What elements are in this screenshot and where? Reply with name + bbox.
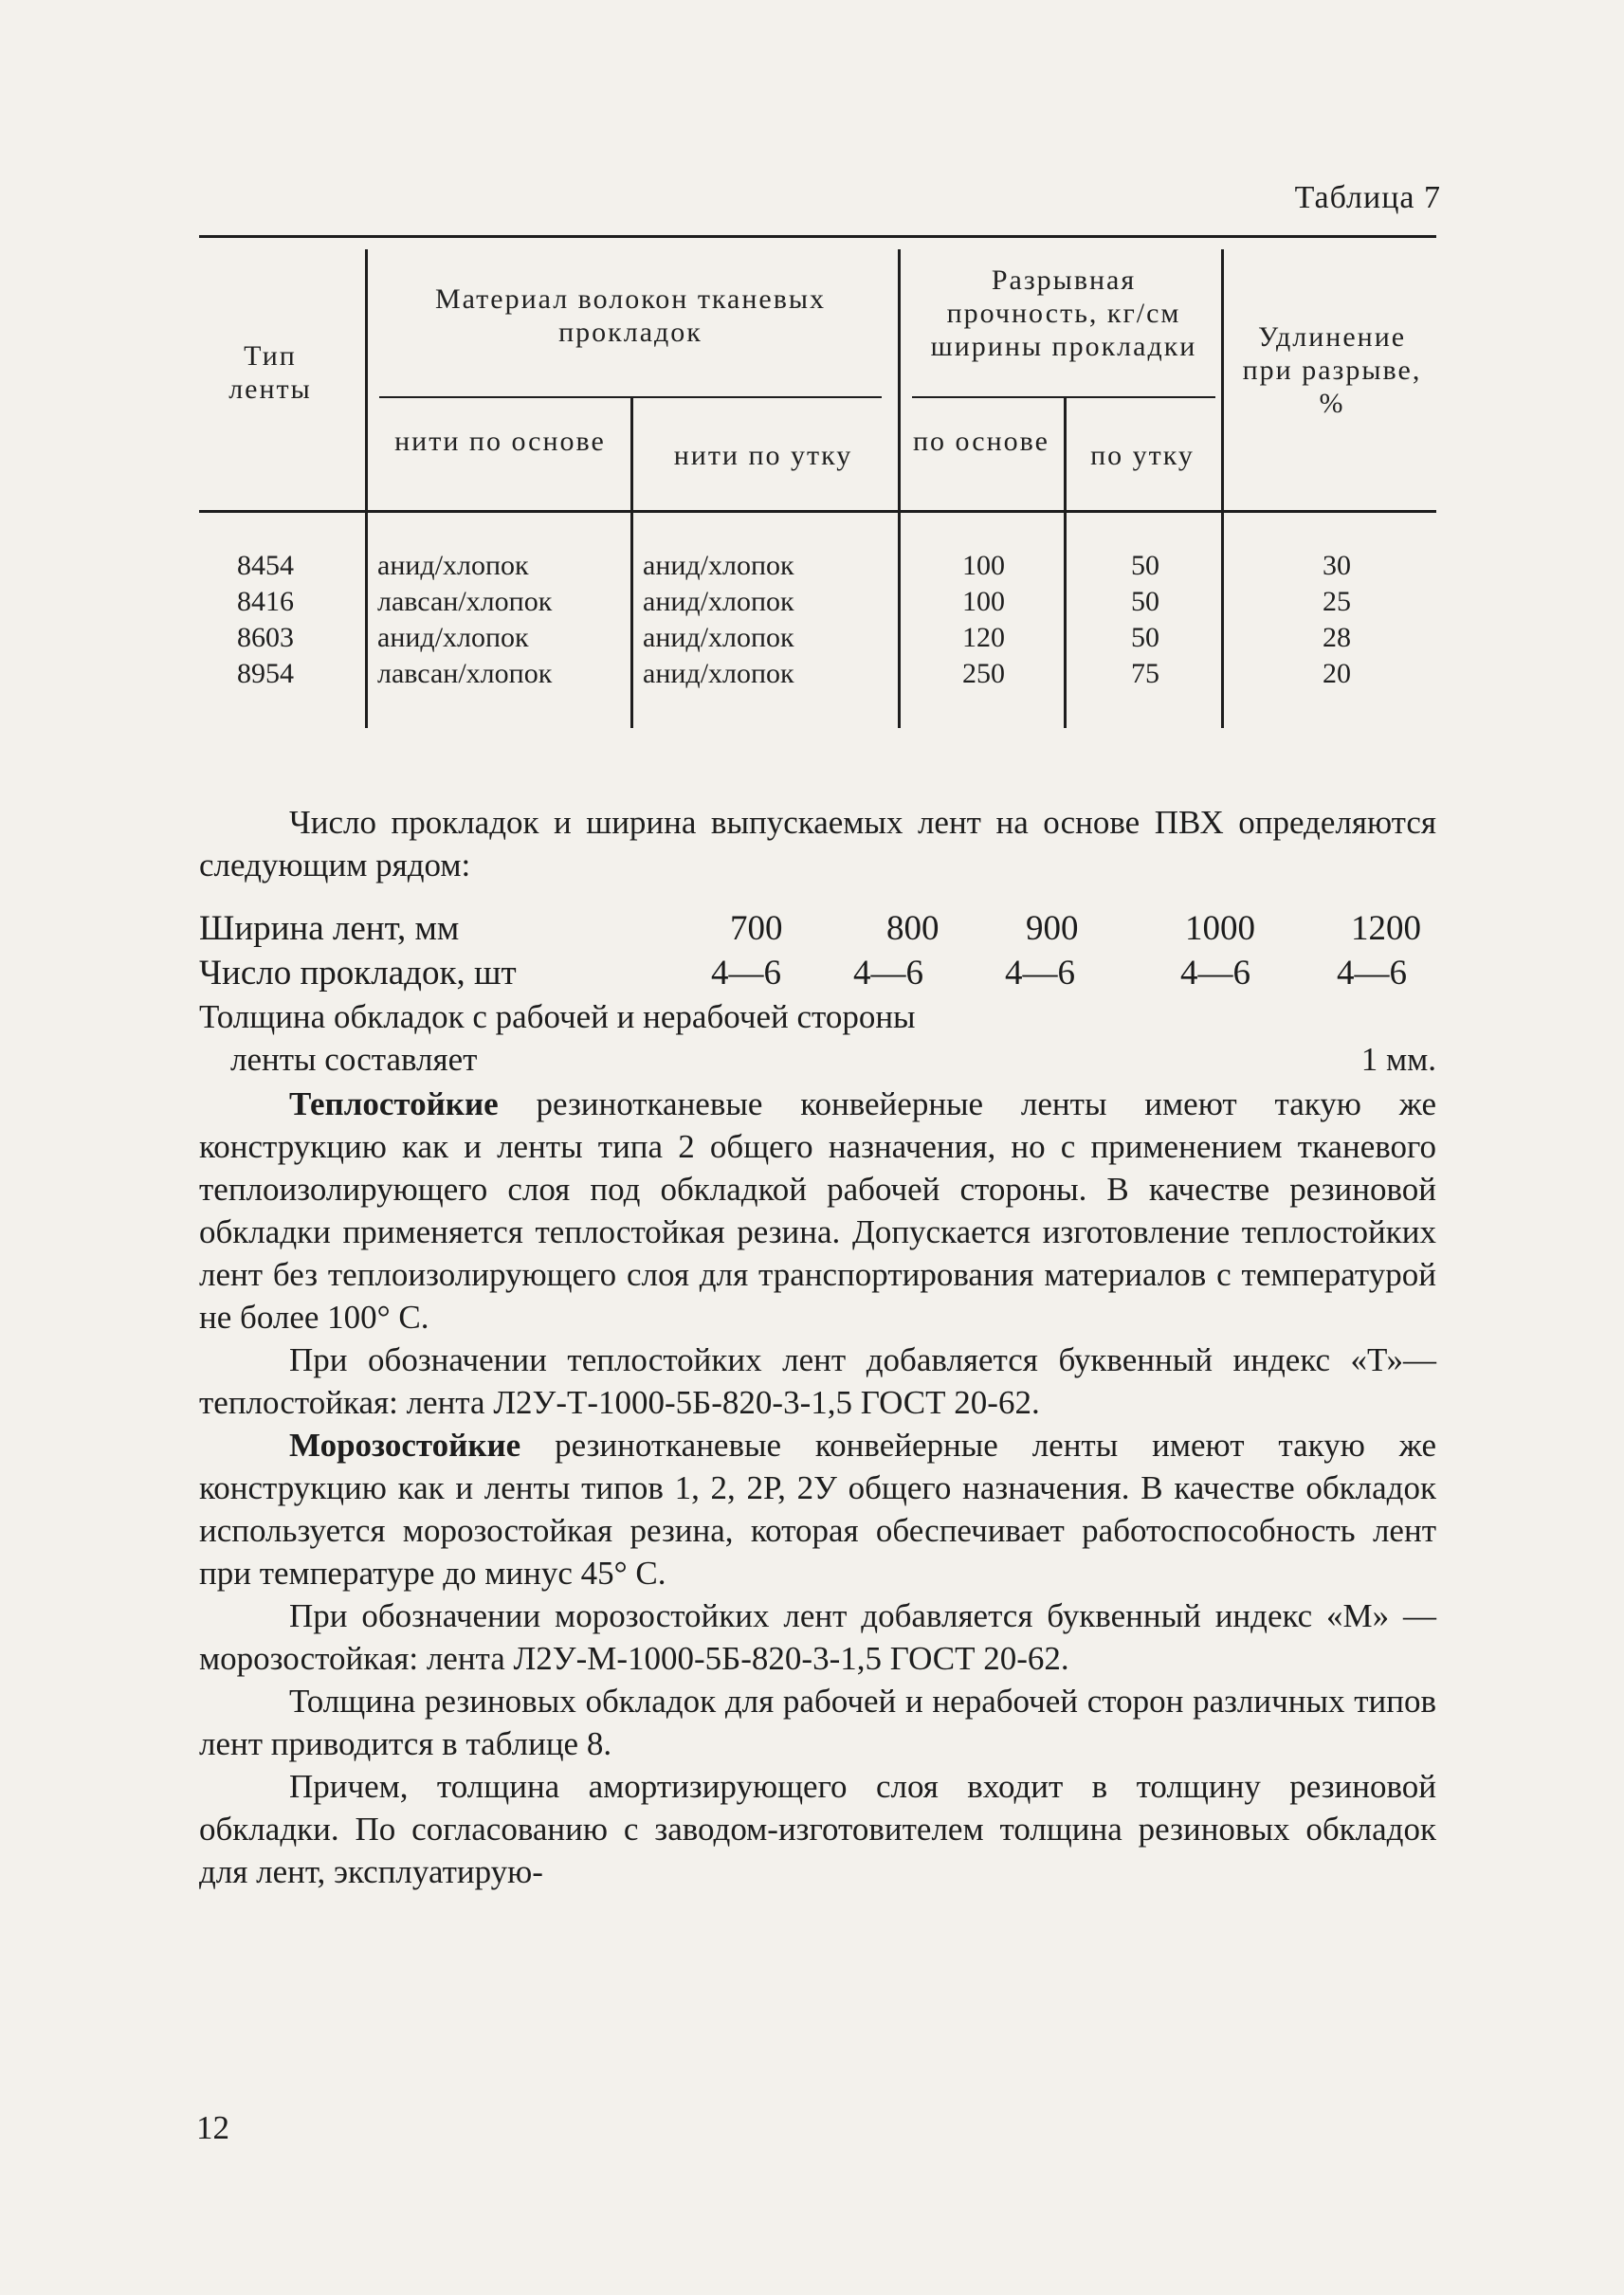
- page-number: 12: [196, 2109, 229, 2146]
- damping-paragraph: Причем, толщина амортизирующего слоя входит в толщину резиновой обкладки. По согласованию с заводом-изготовителем толщина резиновых обкладок для лент, эксплуатирую-: [199, 1768, 1436, 1890]
- table-7: [199, 235, 1436, 728]
- width-value: 1200: [1351, 909, 1421, 948]
- width-value: 700: [730, 909, 783, 948]
- plies-row: [199, 953, 1436, 998]
- table-col-divider: [630, 396, 633, 728]
- table-col-divider: [898, 249, 901, 728]
- col-warp-strength: [905, 548, 1062, 692]
- table-header-bottom-rule: [199, 510, 1436, 513]
- thickness-value: 1 мм.: [1360, 1041, 1436, 1078]
- intro-text: Число прокладок и ширина выпускаемых лент на основе ПВХ определяются следующим рядом:: [199, 804, 1436, 883]
- thickness-line-2-wrap: [199, 1038, 1436, 1081]
- plies-value: 4—6: [1005, 954, 1075, 993]
- table-cell: 75: [1131, 658, 1159, 689]
- table-cell: 50: [1131, 622, 1159, 653]
- table-cell: 100: [962, 550, 1005, 581]
- table-cell: 50: [1131, 550, 1159, 581]
- table-caption: Таблица 7: [1294, 180, 1441, 215]
- frost-text: резинотканевые конвейерные ленты имеют такую же конструкцию как и ленты типов 1, 2, 2Р, 2У общего назначения. В качестве обкладок используется морозостойкая резина, которая обеспечивает работоспособность лент при температуре до минус 45° С.: [199, 1427, 1436, 1592]
- header-warp-strength: по основе: [913, 426, 1049, 457]
- intro-paragraph: [199, 801, 1436, 886]
- thickness-paragraph: Толщина резиновых обкладок для рабочей и нерабочей сторон различных типов лент приводится в таблице 8.: [199, 1683, 1436, 1762]
- plies-value: 4—6: [1337, 954, 1407, 993]
- thickness-line-2: ленты составляет: [230, 1041, 478, 1078]
- col-warp-material: [377, 548, 629, 692]
- plies-value: 4—6: [711, 954, 781, 993]
- table-cell: 100: [962, 586, 1005, 617]
- table-cell: 120: [962, 622, 1005, 653]
- table-cell: 50: [1131, 586, 1159, 617]
- width-value: 800: [886, 909, 940, 948]
- table-cell: лавсан/хлопок: [377, 586, 553, 617]
- widths-label: Ширина лент, мм: [199, 909, 460, 948]
- width-value: 900: [1026, 909, 1079, 948]
- widths-row: [199, 908, 1436, 954]
- plies-label: Число прокладок, шт: [199, 954, 517, 993]
- table-top-rule: [199, 235, 1436, 238]
- table-cell: анид/хлопок: [643, 622, 794, 653]
- header-material: Материал волокон тканевых прокладок: [434, 283, 827, 348]
- table-cell: лавсан/хлопок: [377, 658, 553, 689]
- table-cell: 8603: [237, 622, 294, 653]
- table-cell: 30: [1323, 550, 1351, 581]
- header-strength: Разрывная прочность, кг/см ширины прокладки: [930, 264, 1197, 362]
- col-weft-material: [643, 548, 894, 692]
- plies-value: 4—6: [1180, 954, 1250, 993]
- table-cell: анид/хлопок: [643, 550, 794, 581]
- heat-text: резинотканевые конвейерные ленты имеют такую же конструкцию как и ленты типа 2 общего назначения, но с применением тканевого теплоизолирующего слоя под обкладкой рабочей стороны. В качестве резиновой обкладки применяется теплостойкая резина. Допускается изготовление теплостойких лент без теплоизолирующего слоя для транспортирования материалов с температурой не более 100° С.: [199, 1085, 1436, 1336]
- table-col-divider: [365, 249, 368, 728]
- header-weft-threads: нити по утку: [673, 440, 853, 471]
- frost-term: Морозостойкие: [289, 1427, 521, 1464]
- width-value: 1000: [1185, 909, 1255, 948]
- table-cell: 250: [962, 658, 1005, 689]
- table-cell: 20: [1323, 658, 1351, 689]
- col-elongation: [1280, 548, 1394, 692]
- header-elongation: Удлинение при разрыве, %: [1242, 321, 1422, 419]
- table-cell: 28: [1323, 622, 1351, 653]
- heat-paragraph: [199, 1083, 1436, 1339]
- heat-index-paragraph: При обозначении теплостойких лент добавляется буквенный индекс «Т»—теплостойкая: лента Л2У-Т-1000-5Б-820-3-1,5 ГОСТ 20-62.: [199, 1341, 1436, 1421]
- table-cell: 8454: [237, 550, 294, 581]
- col-weft-strength: [1069, 548, 1221, 692]
- table-cell: анид/хлопок: [643, 658, 794, 689]
- table-cell: 25: [1323, 586, 1351, 617]
- header-weft-strength: по утку: [1090, 440, 1195, 471]
- frost-index-paragraph: При обозначении морозостойких лент добавляется буквенный индекс «М» — морозостойкая: лента Л2У-М-1000-5Б-820-3-1,5 ГОСТ 20-62.: [199, 1597, 1436, 1677]
- heat-term: Теплостойкие: [289, 1085, 499, 1122]
- thickness-statement: [199, 995, 1436, 1081]
- main-text: [199, 1083, 1436, 1893]
- col-type: [237, 548, 341, 692]
- header-type: Тип ленты: [228, 340, 312, 405]
- frost-paragraph: [199, 1424, 1436, 1594]
- plies-value: 4—6: [853, 954, 923, 993]
- table-cell: 8416: [237, 586, 294, 617]
- table-cell: 8954: [237, 658, 294, 689]
- table-col-divider: [1221, 249, 1224, 728]
- table-cell: анид/хлопок: [377, 550, 529, 581]
- table-cell: анид/хлопок: [643, 586, 794, 617]
- header-warp-threads: нити по основе: [394, 426, 606, 457]
- thickness-line-1: Толщина обкладок с рабочей и нерабочей стороны: [199, 998, 916, 1035]
- table-cell: анид/хлопок: [377, 622, 529, 653]
